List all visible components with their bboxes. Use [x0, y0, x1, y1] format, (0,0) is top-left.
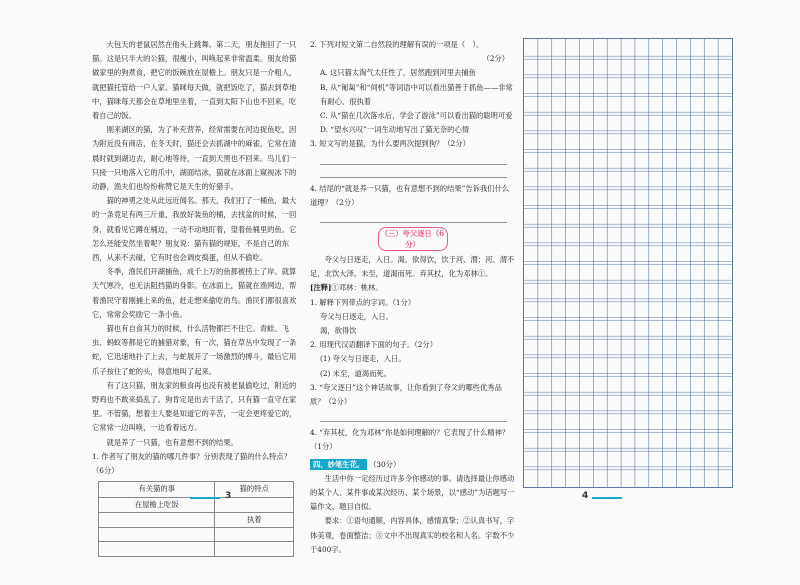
s3-question-2b[interactable]: (2) 未至，道渴而死。 [320, 368, 392, 378]
question-4: 4. 结尾的“就是养一只猫，也有意想不到的结果”告诉我们什么道理？（2分） [310, 183, 510, 207]
option-c[interactable]: C. 从“猫在几次落水后，学会了游泳”可以看出猫的聪明可爱 [320, 111, 513, 121]
s3-question-4: 4. “弃其杖，化为邓林”你是如何理解的？它表现了什么精神？（1分） [310, 428, 510, 452]
passage-paragraph: 大包天的老鼠居然在他头上跳舞。第二天，朋友拖回了一只猫。这是只半大的公猫，很瘦小，叫唤起来非常温柔。朋友给猫做家里的狗煮食，把它的饭碗放在屋檐上。朋友只是一介粗人，就把猫托管给一户人家。猫咪每天做，就把饭吃了，猫去到草地中，猫咪每天都会在草地里坐着，一直到太阳下山也不回来，吃着自己的饭。 [92, 40, 297, 121]
table-cell[interactable]: 执着 [215, 512, 294, 527]
page-number-right: 4 [582, 491, 589, 501]
table-cell[interactable] [99, 527, 215, 542]
writing-grid[interactable] [523, 38, 733, 488]
table-row [99, 542, 294, 557]
s3-question-1: 1. 解释下列带点的字词。（1分） [310, 297, 416, 307]
section-3-title: （三）夸父逐日（6分） [378, 227, 448, 251]
question-2: 2. 下列对短文第二自然段的理解有误的一项是（ ）。 [310, 40, 484, 49]
essay-requirements: 要求：①语句通顺，内容具体，感情真挚；②认真书写，字体美观，卷面整洁；③文中不出现真实的校名和人名。字数不少于400字。 [310, 516, 515, 554]
s3-question-2: 2. 用现代汉语翻译下面的句子。（2分） [310, 340, 438, 350]
table-cell[interactable] [99, 512, 215, 527]
questions-column [310, 38, 515, 557]
table-header: 猫的特点 [215, 482, 294, 497]
answer-line[interactable] [320, 170, 507, 178]
s3-question-2a[interactable]: (1) 夸父与日逐走，入日。 [320, 354, 406, 364]
s3-question-3: 3. “夸父逐日”这个神话故事，让你看到了夸父的哪些优秀品质？（2分） [310, 382, 502, 407]
table-row [99, 527, 294, 542]
answer-line[interactable] [320, 157, 507, 165]
option-b[interactable]: B. 从“匍匐”和“伺机”等词语中可以看出猫善于抓鱼——非常有耐心、很执着 [320, 82, 513, 106]
s3-question-1a[interactable]: 夸父与日逐走，入日。 [320, 311, 393, 321]
note-text: ①邓林：桃林。 [331, 283, 383, 293]
table-cell[interactable] [215, 527, 294, 542]
section-4-score: （30分） [369, 459, 401, 469]
reading-passage-column [92, 38, 298, 557]
passage-paragraph: 刚来湖区的猫，为了补充营养，经常需要在河边捉鱼吃，因为附近没有商店，在冬天时，猫还会去抓湖中的麻雀，它常在清晨时就到湖边去，耐心地等待，一直到天黑也不回来。鸟儿们一只接一只地落入它的爪中，湖面结冰，猫就在冰面上窥视冰下的动静，渔夫们也纷纷称赞它是天生的好猎手。 [92, 125, 297, 192]
answer-line[interactable] [320, 215, 507, 223]
classical-text: 夸父与日逐走，入日。渴，欲得饮，饮于河、渭；河、渭不足，北饮大泽。未至，道渴而死。弃其杖，化为邓林①。 [310, 255, 515, 279]
passage-paragraph: 就是养了一只猫，也有意想不到的结果。 [106, 437, 238, 447]
score-label: （2分） [482, 54, 509, 64]
option-d[interactable]: D. “望水兴叹”一词生动地写出了猫无奈的心情 [320, 125, 470, 135]
table-cell[interactable]: 在屋檐上吃饭 [99, 497, 215, 512]
section-4-tag: 四、妙笔生花。 [310, 459, 367, 470]
essay-prompt: 生活中你一定经历过许多令你感动的事。请选择最让你感动的某个人、某件事或某次经历、某个场景，以“感动”为话题写一篇作文，题目自拟。 [310, 473, 515, 512]
cat-events-table [98, 481, 294, 557]
question-3: 3. 短文写的是猫，为什么要两次提到狗？（2分） [310, 139, 470, 149]
note-label: [注释] [310, 283, 332, 293]
passage-paragraph: 有了这只猫，朋友家的粮食再也没有被老鼠偷吃过，附近的野鸡也不敢来捣乱了。狗肯定是出去干活了，只有猫一直守在家里。不管猫，想着主人要是知道它的辛苦，一定会更疼爱它的，它常常一边叫唤，一边看着远方。 [92, 380, 297, 433]
table-row [99, 512, 294, 527]
passage-paragraph: 猫也有自食其力的时候，什么活物都拦不住它。青蛙、飞虫、蚂蚁等都是它的捕猎对象，有一次，猫在草丛中发现了一条蛇，它迅速地扑了上去，与蛇展开了一场激烈的搏斗，最后它用爪子按住了蛇的头，得意地叫了起来。 [92, 324, 297, 376]
table-header: 有关猫的事 [99, 482, 215, 497]
answer-line[interactable] [320, 414, 507, 422]
question-1: 1. 作者写了朋友的猫的哪几件事？分别表现了猫的什么特点？（6分） [92, 451, 291, 476]
s3-question-1b[interactable]: 渴，欲得饮 [320, 326, 357, 336]
page-number-left: 3 [225, 491, 232, 501]
table-cell[interactable] [215, 542, 294, 557]
pencil-decoration-icon [592, 496, 622, 500]
passage-paragraph: 猫的神勇之处从此远近闻名。那天，我们打了一桶鱼，最大的一条竟足有两三斤重，我放好装鱼的桶，去找盆的时候，一回身，就看见它蹲在桶边，一动不动地盯着，望着鱼桶里的鱼。它怎么还能安然坐着呢？朋友说：猫有猫的规矩，不是自己的东西，从来不去碰，它有时也会调皮捣蛋，但从不偷吃。 [92, 196, 297, 263]
table-cell[interactable] [99, 542, 215, 557]
pencil-decoration-icon [190, 496, 220, 500]
option-a[interactable]: A. 这只猫太淘气太任性了，居然跑到河里去捕鱼 [320, 68, 476, 78]
passage-paragraph: 冬季，渔民们开湖捕鱼，成千上万的鱼都被捞上了岸。就算天气寒冷，也无法阻挡猫的身影。在冰面上，猫就在渔网边，帮着渔民守着刚捕上来的鱼，赶走想来偷吃的鸟。渔民们都很喜欢它，常常会奖励它一条小鱼。 [92, 267, 297, 319]
